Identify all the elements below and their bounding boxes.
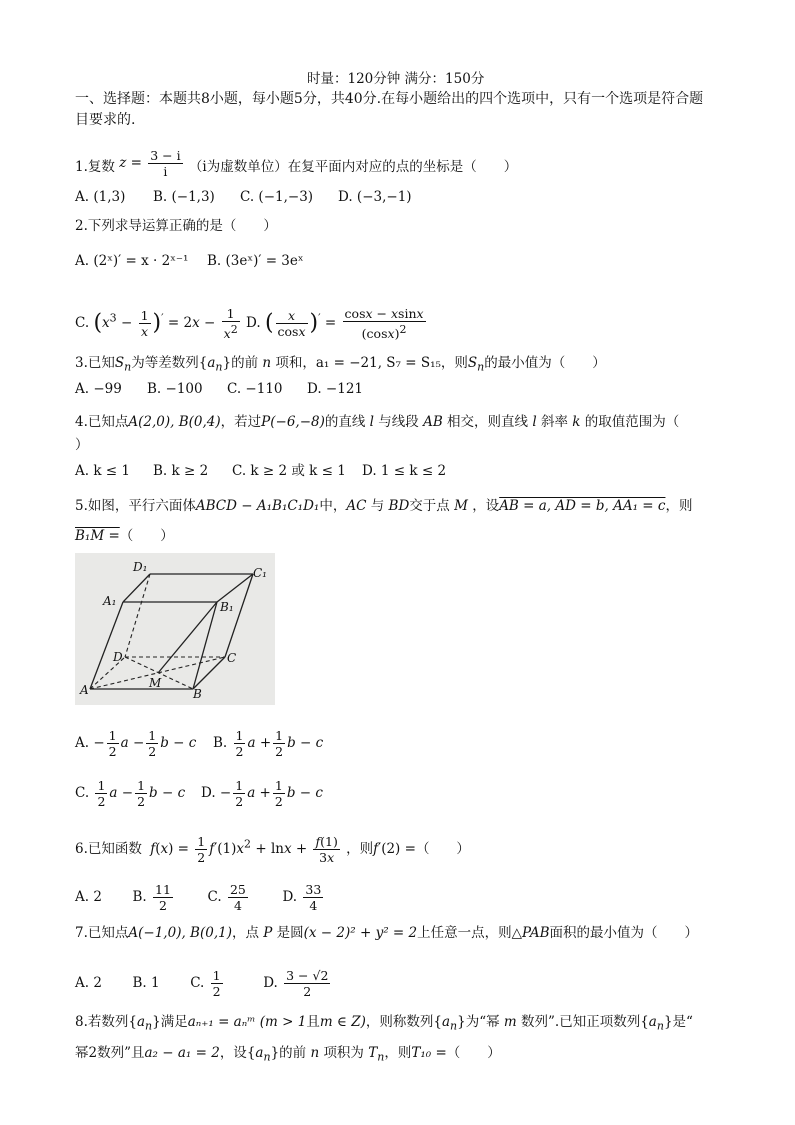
q4-option-a: A. k ≤ 1	[75, 463, 130, 479]
parallelepiped-figure	[75, 553, 275, 705]
q5-line2: B₁M =（ ）	[75, 528, 174, 544]
question-7: 7.已知点A(−1,0), B(0,1)，点 P 是圆(x − 2)² + y² = 2上任意一点，则△PAB面积的最小值为（ ）	[75, 925, 699, 941]
q3-option-a: A. −99	[75, 381, 122, 397]
section-title-cont: 目要求的.	[75, 112, 136, 128]
edge-c-c1	[225, 574, 253, 657]
q1-prefix: 1.复数	[75, 159, 115, 175]
question-4: 4.已知点A(2,0), B(0,4)，若过P(−6,−8)的直线 l 与线段 AB 相交，则直线 l 斜率 k 的取值范围为（	[75, 414, 680, 430]
q5-option-c: C. $\frac{1}{2}$ a − $\frac{1}{2}$ b − c	[75, 778, 186, 809]
q7-option-d-label: D.	[263, 975, 278, 991]
q6-option-a: A. 2	[75, 889, 102, 905]
q7-option-c-label: C.	[190, 975, 205, 991]
q4-option-d: D. 1 ≤ k ≤ 2	[362, 463, 447, 479]
q4-option-c: C. k ≥ 2 或 k ≤ 1	[232, 463, 346, 479]
q8-line2: 幂2数列”且a₂ − a₁ = 2，设$\{a_n\}$的前 n 项积为 $T_n$，则T₁₀ =（ ）	[75, 1045, 501, 1064]
q3-option-c: C. −110	[227, 381, 283, 397]
q5-option-a: A. − $\frac{1}{2}$ a − $\frac{1}{2}$ b − c	[75, 728, 197, 759]
q1-option-c: C. (−1,−3)	[240, 189, 314, 205]
label-c1: C₁	[253, 566, 267, 580]
q1-option-b: B. (−1,3)	[153, 189, 215, 205]
edge-b-b1	[193, 602, 217, 689]
question-1	[75, 140, 517, 183]
q1-option-d: D. (−3,−1)	[338, 189, 412, 205]
q7-option-b: B. 1	[132, 975, 160, 991]
q2-option-d: D. ( $\frac{x}{\cos x}$ )′ = $\frac{\cos x - xsinx}{(\cos x)^2}$	[246, 305, 424, 342]
label-m: M	[149, 676, 162, 690]
q5-option-b: B. $\frac{1}{2}$ a + $\frac{1}{2}$ b − c	[213, 728, 324, 759]
q6-option-c-label: C.	[207, 889, 222, 905]
q7-option-a: A. 2	[75, 975, 102, 991]
q4-closing-paren: ）	[75, 437, 89, 453]
q7-options	[75, 950, 332, 999]
section-title: 一、选择题：本题共8小题，每小题5分，共40分.在每小题给出的四个选项中，只有一个选项是符合题	[75, 91, 704, 107]
q6-options	[75, 864, 325, 913]
q6-option-d-label: D.	[282, 889, 298, 905]
q6-option-c-frac: $\frac{25}{4}$	[229, 882, 246, 913]
q3-option-d: D. −121	[307, 381, 364, 397]
question-8: 8.若数列$\{a_n\}$满足aₙ₊₁ = aₙᵐ (m > 1且m ∈ Z)，则称数列$\{a_n\}$为“幂 m 数列”.已知正项数列$\{a_n\}$是“	[75, 1014, 693, 1033]
exam-header: 时量：120分钟 满分：150分	[307, 71, 485, 87]
q7-option-d-frac: $\frac{3 - √2}{2}$	[286, 968, 329, 999]
label-d: D	[113, 650, 123, 664]
q1-option-a: A. (1,3)	[75, 189, 126, 205]
label-d1: D₁	[133, 560, 148, 574]
question-3: 3.已知$S_n$为等差数列$\{a_n\}$的前 n 项和，a₁ = −21, S₇ = S₁₅，则$S_n$的最小值为（ ）	[75, 355, 606, 374]
q2-option-a: A. (2ˣ)′ = x · 2ˣ⁻¹	[75, 253, 189, 269]
parallelepiped-svg	[75, 553, 275, 705]
label-b: B	[193, 687, 202, 701]
q3-condition: a₁ = −21, S₇ = S₁₅	[315, 355, 441, 371]
label-a1: A₁	[103, 594, 117, 608]
segment-b1-m	[158, 602, 217, 673]
label-b1: B₁	[220, 600, 234, 614]
q6-option-d-frac: $\frac{33}{4}$	[305, 882, 322, 913]
label-c: C	[227, 651, 237, 665]
q2-option-b: B. (3eˣ)′ = 3eˣ	[207, 253, 304, 269]
q4-option-b: B. k ≥ 2	[153, 463, 209, 479]
edge-a-a1	[90, 602, 123, 689]
question-5: 5.如图，平行六面体ABCD − A₁B₁C₁D₁中，AC 与 BD交于点 M ，设AB = a, AD = b, AA₁ = c，则	[75, 498, 693, 514]
question-2: 2.下列求导运算正确的是（ ）	[75, 218, 277, 234]
q5-option-d: D. − $\frac{1}{2}$ a + $\frac{1}{2}$ b − c	[201, 778, 323, 809]
q2-option-c: C. ($x^3$ − $\frac{1}{x}$ )′ = 2x − $\frac{1}{x^2}$	[75, 305, 238, 342]
label-a: A	[80, 683, 89, 697]
q1-fraction: $\frac{3 - i}{i}$	[150, 148, 181, 179]
q1-z: z =	[119, 155, 142, 171]
q7-option-c-frac: $\frac{1}{2}$	[212, 968, 221, 999]
q6-option-b-frac: $\frac{11}{2}$	[155, 882, 171, 913]
q6-option-b-label: B.	[132, 889, 147, 905]
q3-option-b: B. −100	[147, 381, 203, 397]
question-6: 6.已知函数 f(x) = $\frac{1}{2}$ $f'(1)x^2 + \ln x$ + $\frac{f(1)}{3x}$ ，则f′(2) =（ ）	[75, 834, 470, 865]
q1-text: （i为虚数单位）在复平面内对应的点的坐标是（ ）	[188, 159, 518, 175]
